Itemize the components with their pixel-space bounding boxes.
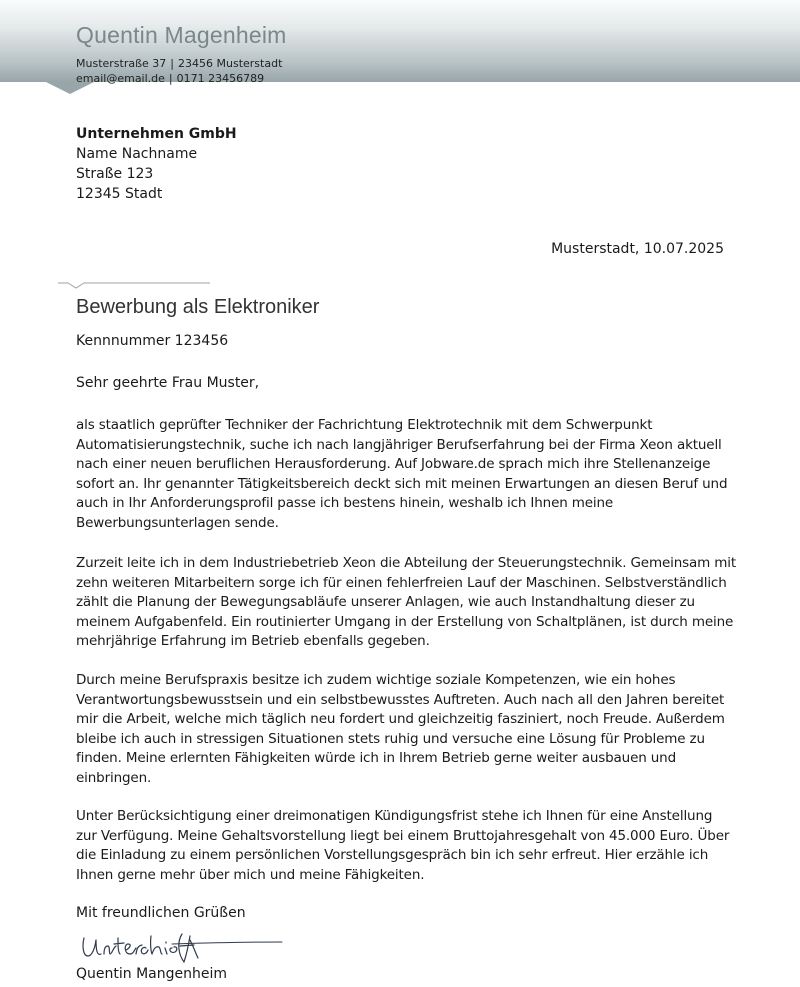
signer-name: Quentin Mangenheim — [76, 966, 227, 982]
recipient-city: 12345 Stadt — [76, 186, 163, 202]
body-paragraph: als staatlich geprüfter Techniker der Fachrichtung Elektrotechnik mit dem Schwerpunkt Automatisierungstechnik, suche ich nach langjähriger Berufserfahrung bei der Firma Xeon aktuell nach einer neuen beruflichen Herausforderung. Auf Jobware.de sprach mich ihre Stellenanzeige sofort an. Ihr genannter Tätigkeitsbereich deckt sich mit meinen Erwartungen an diesen Beruf und auch in Ihr Anforderungsprofil passe ich bestens hinein, weshalb ich Ihnen meine Bewerbungsunterlagen sende. — [76, 417, 728, 531]
sender-email: email@email.de — [76, 72, 165, 85]
separator: | — [170, 57, 175, 70]
letter-date: Musterstadt, 10.07.2025 — [551, 241, 724, 257]
sender-street: Musterstraße 37 — [76, 57, 167, 70]
sender-name: Quentin Magenheim — [76, 22, 287, 48]
body-paragraph: Durch meine Berufspraxis besitze ich zudem wichtige soziale Kompetenzen, wie ein hohes Verantwortungsbewusstsein und ein selbstbewusstes Auftreten. Auch nach all den Jahren bereitet mir die Arbeit, welche mich täglich neu fordert und gleichzeitig fasziniert, noch Freude. Außerdem bleibe ich auch in stressigen Situationen stets ruhig und versuche eine Lösung für Probleme zu finden. Meine erlernten Fähigkeiten würde ich in Ihrem Betrieb gerne weiter ausbauen und einbringen. — [76, 672, 725, 786]
sender-phone: 0171 23456789 — [176, 72, 265, 85]
sender-address — [76, 57, 282, 70]
recipient-address — [76, 124, 237, 204]
recipient-company: Unternehmen GmbH — [76, 126, 237, 142]
separator: | — [168, 72, 173, 85]
subject-line: Bewerbung als Elektroniker — [76, 296, 320, 318]
handwritten-signature — [76, 926, 288, 968]
closing: Mit freundlichen Grüßen — [76, 905, 246, 921]
subject-divider — [58, 278, 210, 290]
body-paragraph: Unter Berücksichtigung einer dreimonatigen Kündigungsfrist stehe ich Ihnen für eine Anstellung zur Verfügung. Meine Gehaltsvorstellung liegt bei einem Bruttojahresgehalt von 45.000 Euro. Über die Einladung zu einem persönlichen Vorstellungsgespräch bin ich sehr erfreut. Hier erzähle ich Ihnen gerne mehr über mich und meine Fähigkeiten. — [76, 808, 730, 883]
sender-city: 23456 Musterstadt — [178, 57, 283, 70]
recipient-street: Straße 123 — [76, 166, 154, 182]
sender-contact — [76, 72, 264, 85]
reference-number: Kennnummer 123456 — [76, 333, 229, 349]
recipient-contact: Name Nachname — [76, 146, 198, 162]
salutation: Sehr geehrte Frau Muster, — [76, 375, 260, 391]
body-paragraph: Zurzeit leite ich in dem Industriebetrieb Xeon die Abteilung der Steuerungstechnik. Gemeinsam mit zehn weiteren Mitarbeitern sorge ich für einen fehlerfreien Lauf der Maschinen. Selbstverständlich zählt die Planung der Bewegungsabläufe unserer Anlagen, wie auch Instandhaltung dieser zu meinem Aufgabenfeld. Ein routinierter Umgang in der Erstellung von Schaltplänen, ist durch meine mehrjährige Erfahrung im Betrieb ebenfalls gegeben. — [76, 555, 737, 649]
